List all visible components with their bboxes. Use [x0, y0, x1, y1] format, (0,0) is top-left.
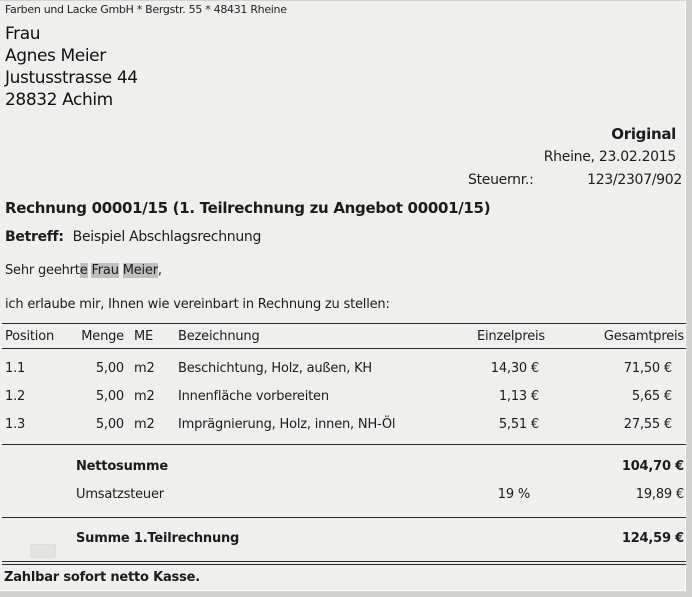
merge-field-salutation[interactable]: Frau	[91, 263, 119, 278]
header-unit: ME	[134, 328, 154, 344]
recipient-street: Justusstrasse 44	[5, 68, 138, 88]
row-total: 5,65 €	[631, 388, 672, 404]
subject-label: Betreff:	[5, 229, 64, 245]
greeting-line	[5, 263, 162, 278]
greeting-punctuation: ,	[157, 263, 162, 278]
recipient-salutation: Frau	[5, 24, 41, 44]
header-quantity: Menge	[81, 328, 124, 344]
line-items-table	[2, 323, 686, 444]
table-header-row	[2, 324, 686, 348]
row-position: 1.2	[5, 388, 26, 404]
recipient-city: 28832 Achim	[5, 90, 113, 110]
intro-line: ich erlaube mir, Ihnen wie vereinbart in Rechnung zu stellen:	[5, 297, 390, 312]
recipient-address-block	[5, 23, 138, 111]
totals-bottom-double-rule	[2, 561, 686, 565]
payment-terms: Zahlbar sofort netto Kasse.	[4, 570, 200, 585]
subject-value: Beispiel Abschlagsrechnung	[72, 229, 262, 245]
recipient-name: Agnes Meier	[5, 46, 106, 66]
header-unit-price: Einzelpreis	[477, 328, 545, 344]
grand-sum-row	[2, 524, 686, 552]
table-row	[2, 382, 686, 410]
totals-section	[2, 444, 686, 565]
subject-line	[5, 229, 261, 245]
row-unit-price: 14,30 €	[490, 360, 539, 376]
tax-number-row	[468, 172, 682, 188]
invoice-title: Rechnung 00001/15 (1. Teilrechnung zu Angebot 00001/15)	[5, 199, 491, 217]
original-label: Original	[611, 125, 676, 143]
net-sum-row	[2, 452, 686, 480]
smudge-artifact	[30, 544, 56, 558]
row-unit: m2	[134, 360, 155, 376]
net-sum-label: Nettosumme	[76, 458, 168, 474]
row-quantity: 5,00	[95, 388, 124, 404]
row-unit: m2	[134, 416, 155, 432]
net-sum-value: 104,70 €	[621, 458, 684, 474]
merge-field-name[interactable]: Meier	[122, 263, 158, 278]
sender-return-address: Farben und Lacke GmbH * Bergstr. 55 * 48431 Rheine	[5, 3, 287, 16]
row-unit-price: 5,51 €	[498, 416, 539, 432]
greeting-prefix: Sehr geehrt	[5, 263, 80, 278]
row-total: 71,50 €	[623, 360, 672, 376]
row-position: 1.1	[5, 360, 26, 376]
grand-sum-value: 124,59 €	[621, 530, 684, 546]
header-total-price: Gesamtpreis	[603, 328, 684, 344]
row-position: 1.3	[5, 416, 26, 432]
table-body	[2, 349, 686, 444]
table-row	[2, 410, 686, 438]
merge-field-gender-suffix[interactable]: e	[79, 263, 88, 278]
row-total: 27,55 €	[623, 416, 672, 432]
row-description: Innenfläche vorbereiten	[178, 388, 329, 404]
vat-rate: 19 %	[497, 486, 530, 502]
row-description: Beschichtung, Holz, außen, KH	[178, 360, 372, 376]
header-description: Bezeichnung	[178, 328, 260, 344]
tax-number-label: Steuernr.:	[468, 172, 534, 188]
tax-number-value: 123/2307/902	[587, 172, 682, 188]
place-and-date: Rheine, 23.02.2015	[543, 149, 676, 165]
vat-label: Umsatzsteuer	[76, 486, 164, 502]
header-position: Position	[5, 328, 55, 344]
row-description: Imprägnierung, Holz, innen, NH-Öl	[178, 416, 396, 432]
table-row	[2, 354, 686, 382]
row-quantity: 5,00	[95, 416, 124, 432]
row-quantity: 5,00	[95, 360, 124, 376]
row-unit: m2	[134, 388, 155, 404]
vat-value: 19,89 €	[635, 486, 684, 502]
grand-sum-label: Summe 1.Teilrechnung	[76, 530, 240, 546]
row-unit-price: 1,13 €	[498, 388, 539, 404]
vat-row	[2, 480, 686, 508]
invoice-paper	[0, 1, 686, 591]
